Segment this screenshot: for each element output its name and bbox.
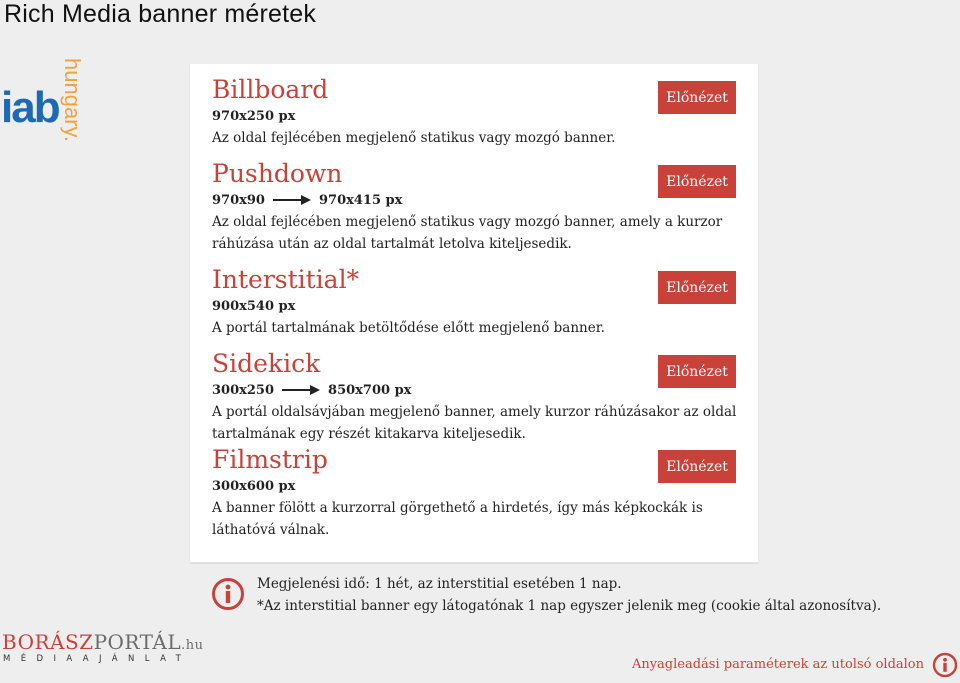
- preview-button-billboard[interactable]: Előnézet: [658, 81, 736, 114]
- boraszportal-logo: [2, 630, 204, 654]
- format-description: Az oldal fejlécében megjelenő statikus vagy mozgó banner, amely a kurzor ráhúzása után az oldal tartalmát letolva kiteljesedik.: [212, 214, 723, 252]
- format-title: Sidekick: [212, 349, 321, 378]
- info-icon[interactable]: [932, 652, 958, 678]
- format-title: Interstitial*: [212, 265, 360, 294]
- divider: [190, 563, 758, 564]
- size-from: 300x250: [212, 382, 275, 398]
- info-line-duration: Megjelenési idő: 1 hét, az interstitial esetében 1 nap.: [257, 576, 622, 592]
- size-value: 900x540 px: [212, 298, 296, 314]
- info-text: [257, 573, 881, 617]
- size-to: 970x415 px: [318, 192, 403, 208]
- brand-part-borasz: BORÁSZ: [2, 630, 94, 654]
- iab-logo-hungary: [60, 58, 86, 142]
- arrow-right-icon: [282, 385, 320, 395]
- info-line-interstitial-note: *Az interstitial banner egy látogatónak 1 nap egyszer jelenik meg (cookie által azonosítva).: [257, 598, 882, 614]
- size-value: 300x600 px: [212, 478, 296, 494]
- format-description: Az oldal fejlécében megjelenő statikus vagy mozgó banner.: [212, 130, 616, 146]
- format-title: Billboard: [212, 75, 329, 104]
- size-from: 970x90: [212, 192, 265, 208]
- brand-part-portal: PORTÁL: [93, 630, 182, 654]
- page-title: Rich Media banner méretek: [4, 0, 317, 28]
- iab-logo-text: iab: [1, 83, 59, 132]
- iab-hungary-logo: [0, 28, 90, 142]
- delivery-parameters-link[interactable]: Anyagleadási paraméterek az utolsó oldalon: [631, 657, 924, 672]
- info-icon: [211, 577, 245, 611]
- format-title: Pushdown: [212, 159, 343, 188]
- iab-logo-hungary-text: hungary.: [60, 58, 85, 142]
- brand-subtitle: MÉDIAAJÁNLAT: [3, 654, 192, 664]
- size-to: 850x700 px: [328, 382, 412, 398]
- formats-card: [190, 64, 758, 562]
- preview-button-pushdown[interactable]: Előnézet: [658, 165, 736, 198]
- format-title: Filmstrip: [212, 445, 328, 474]
- brand-part-hu: .hu: [181, 638, 204, 653]
- preview-button-interstitial[interactable]: Előnézet: [658, 271, 736, 304]
- preview-button-sidekick[interactable]: Előnézet: [658, 355, 736, 388]
- size-value: 970x250 px: [212, 108, 296, 124]
- format-description: A portál tartalmának betöltődése előtt megjelenő banner.: [212, 320, 605, 336]
- arrow-right-icon: [273, 195, 311, 205]
- format-description: A banner fölött a kurzorral görgethető a hirdetés, így más képkockák is láthatóvá válnak.: [212, 500, 703, 538]
- preview-button-filmstrip[interactable]: Előnézet: [658, 450, 736, 483]
- format-description: A portál oldalsávjában megjelenő banner, amely kurzor ráhúzásakor az oldal tartalmának egy részét kitakarva kiteljesedik.: [212, 404, 737, 442]
